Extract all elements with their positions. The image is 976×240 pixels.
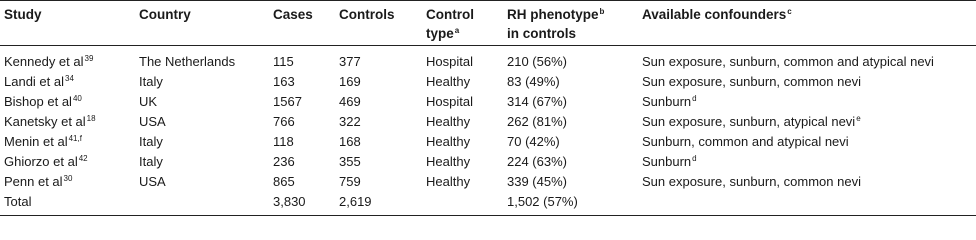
total-controls: 2,619: [339, 194, 372, 209]
table-bottom-rule: [0, 215, 976, 216]
confounders-text: Sunburn: [642, 94, 692, 109]
table-header-rule: [0, 45, 976, 46]
cell-cases: 115: [273, 54, 294, 69]
cell-control-type: Hospital: [426, 54, 473, 69]
cell-controls: 469: [339, 94, 361, 109]
cell-cases: 766: [273, 114, 295, 129]
header-controls: Controls: [339, 7, 395, 22]
cell-controls: 168: [339, 134, 361, 149]
header-control-type-footnote: a: [454, 25, 460, 35]
table-row: [0, 112, 976, 132]
header-rh-phenotype: [507, 5, 604, 43]
cell-confounders: [642, 132, 850, 152]
table-row: [0, 132, 976, 152]
cell-controls: 355: [339, 154, 361, 169]
cell-control-type: Healthy: [426, 174, 471, 189]
study-name: Kanetsky et al: [4, 114, 86, 129]
table-row: [0, 72, 976, 92]
header-control-type-line2: type: [426, 26, 454, 41]
cell-rh: 224 (63%): [507, 154, 567, 169]
cell-confounders: [642, 92, 697, 112]
confounders-text: Sun exposure, sunburn, atypical nevi: [642, 114, 856, 129]
table-row: [0, 52, 976, 72]
table-top-rule: [0, 0, 976, 1]
cell-control-type: Healthy: [426, 74, 471, 89]
cell-rh: 262 (81%): [507, 114, 567, 129]
confounders-text: Sunburn, common and atypical nevi: [642, 134, 849, 149]
confounders-text: Sun exposure, sunburn, common nevi: [642, 74, 861, 89]
cell-rh: 339 (45%): [507, 174, 567, 189]
cell-study: [4, 132, 82, 152]
total-cases: 3,830: [273, 194, 306, 209]
study-name: Penn et al: [4, 174, 63, 189]
cell-confounders: [642, 112, 861, 132]
study-name: Ghiorzo et al: [4, 154, 78, 169]
cell-cases: 163: [273, 74, 295, 89]
confounders-footnote: e: [856, 113, 861, 123]
cell-rh: 83 (49%): [507, 74, 560, 89]
cell-cases: 118: [273, 134, 294, 149]
cell-study: [4, 72, 74, 92]
header-control-type: [426, 5, 474, 43]
header-confounders: [642, 5, 792, 24]
cell-country: Italy: [139, 74, 163, 89]
cell-country: UK: [139, 94, 158, 109]
header-confounders-label: Available confounders: [642, 7, 787, 22]
study-name: Kennedy et al: [4, 54, 84, 69]
header-confounders-footnote: c: [787, 6, 792, 16]
cell-study: [4, 52, 93, 72]
study-name: Bishop et al: [4, 94, 72, 109]
cell-country: Italy: [139, 154, 163, 169]
table-row: [0, 92, 976, 112]
cell-controls: 377: [339, 54, 361, 69]
cell-study: [4, 172, 72, 192]
cell-control-type: Healthy: [426, 114, 471, 129]
cell-controls: 759: [339, 174, 361, 189]
study-name: Menin et al: [4, 134, 68, 149]
confounders-text: Sun exposure, sunburn, common nevi: [642, 174, 861, 189]
study-name: Landi et al: [4, 74, 64, 89]
header-rh-footnote: b: [599, 6, 605, 16]
cell-control-type: Healthy: [426, 134, 471, 149]
cell-controls: 169: [339, 74, 361, 89]
header-rh-line2: in controls: [507, 26, 577, 41]
cell-confounders: [642, 172, 862, 192]
cell-controls: 322: [339, 114, 361, 129]
cell-control-type: Hospital: [426, 94, 473, 109]
study-ref: 41,f: [68, 133, 82, 143]
header-country: Country: [139, 7, 191, 22]
cell-country: USA: [139, 114, 166, 129]
cell-study: [4, 112, 96, 132]
table-row: [0, 152, 976, 172]
confounders-footnote: d: [692, 153, 697, 163]
cell-cases: 1567: [273, 94, 302, 109]
cell-country: Italy: [139, 134, 163, 149]
header-rh-line1: RH phenotype: [507, 7, 599, 22]
cell-control-type: Healthy: [426, 154, 471, 169]
cell-cases: 236: [273, 154, 295, 169]
cell-rh: 70 (42%): [507, 134, 560, 149]
cell-study: [4, 152, 88, 172]
cell-country: USA: [139, 174, 166, 189]
study-ref: 18: [86, 113, 96, 123]
cell-rh: 210 (56%): [507, 54, 567, 69]
table-row: [0, 172, 976, 192]
study-ref: 40: [72, 93, 82, 103]
header-cases: Cases: [273, 7, 313, 22]
study-ref: 30: [63, 173, 73, 183]
study-ref: 34: [65, 73, 74, 83]
table-header-row: [0, 5, 976, 41]
header-study: Study: [4, 7, 42, 22]
confounders-text: Sun exposure, sunburn, common and atypical nevi: [642, 54, 934, 69]
confounders-text: Sunburn: [642, 154, 692, 169]
cell-cases: 865: [273, 174, 295, 189]
cell-study: [4, 92, 82, 112]
total-rh: 1,502 (57%): [507, 194, 578, 209]
cell-country: The Netherlands: [139, 54, 236, 69]
total-label: Total: [4, 194, 32, 209]
study-ref: 39: [84, 53, 94, 63]
cell-confounders: [642, 52, 935, 72]
cell-confounders: [642, 152, 697, 172]
study-ref: 42: [78, 153, 88, 163]
cell-confounders: [642, 72, 862, 92]
header-control-type-line1: Control: [426, 7, 474, 22]
cell-rh: 314 (67%): [507, 94, 567, 109]
table-total-row: [0, 192, 976, 212]
confounders-footnote: d: [692, 93, 697, 103]
